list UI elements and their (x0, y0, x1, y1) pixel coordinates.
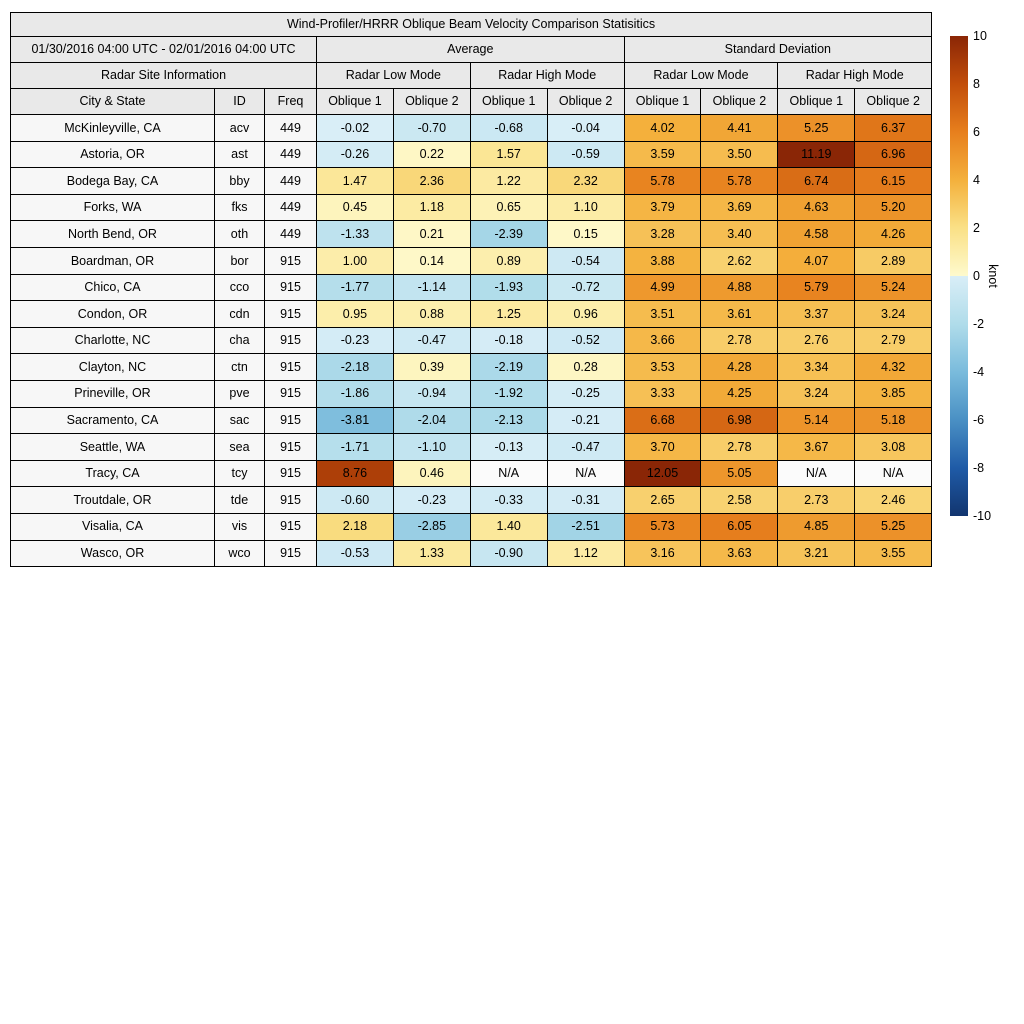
freq-cell: 915 (265, 513, 317, 540)
freq-cell: 915 (265, 487, 317, 514)
value-cell: 3.37 (778, 301, 855, 328)
freq-cell: 915 (265, 380, 317, 407)
value-cell: 3.28 (624, 221, 701, 248)
column-header-row (11, 89, 932, 115)
value-cell: -2.18 (317, 354, 394, 381)
value-cell: 5.79 (778, 274, 855, 301)
value-cell: -1.77 (317, 274, 394, 301)
value-cell: -3.81 (317, 407, 394, 434)
value-cell: -0.60 (317, 487, 394, 514)
value-cell: 0.96 (547, 301, 624, 328)
value-cell: 2.65 (624, 487, 701, 514)
freq-cell: 915 (265, 274, 317, 301)
freq-cell: 915 (265, 434, 317, 461)
value-cell: -0.53 (317, 540, 394, 567)
value-cell: -2.04 (393, 407, 470, 434)
value-cell: 5.25 (855, 513, 932, 540)
value-cell: 3.51 (624, 301, 701, 328)
value-cell: 0.39 (393, 354, 470, 381)
table-row (11, 168, 932, 195)
value-cell: 3.61 (701, 301, 778, 328)
value-cell: 3.24 (855, 301, 932, 328)
value-cell: 4.88 (701, 274, 778, 301)
site-info-header: Radar Site Information (11, 63, 317, 89)
mode-header-std-low: Radar Low Mode (624, 63, 778, 89)
value-cell: -0.47 (393, 327, 470, 354)
value-cell: -1.93 (470, 274, 547, 301)
group-header-row (11, 37, 932, 63)
value-cell: 4.07 (778, 247, 855, 274)
value-cell: 5.25 (778, 115, 855, 142)
id-cell: oth (215, 221, 265, 248)
value-cell: 2.76 (778, 327, 855, 354)
group-header-stddev: Standard Deviation (624, 37, 932, 63)
value-cell: 1.22 (470, 168, 547, 195)
city-cell: Charlotte, NC (11, 327, 215, 354)
value-cell: -0.23 (317, 327, 394, 354)
id-cell: wco (215, 540, 265, 567)
value-cell: -0.31 (547, 487, 624, 514)
value-cell: 6.74 (778, 168, 855, 195)
value-cell: 5.78 (624, 168, 701, 195)
city-cell: North Bend, OR (11, 221, 215, 248)
value-cell: 1.33 (393, 540, 470, 567)
table-row (11, 194, 932, 221)
value-cell: -0.68 (470, 115, 547, 142)
freq-cell: 449 (265, 194, 317, 221)
value-cell: 3.85 (855, 380, 932, 407)
id-cell: sac (215, 407, 265, 434)
value-cell: 2.32 (547, 168, 624, 195)
value-cell: -0.33 (470, 487, 547, 514)
freq-cell: 449 (265, 221, 317, 248)
value-cell: 4.99 (624, 274, 701, 301)
value-cell: 3.66 (624, 327, 701, 354)
freq-cell: 449 (265, 168, 317, 195)
value-cell: 2.79 (855, 327, 932, 354)
colorbar-tick-label: -4 (973, 364, 985, 379)
table-row (11, 327, 932, 354)
col-header-oblique2: Oblique 2 (393, 89, 470, 115)
table-row (11, 380, 932, 407)
mode-header-avg-low: Radar Low Mode (317, 63, 471, 89)
city-cell: McKinleyville, CA (11, 115, 215, 142)
id-cell: tcy (215, 460, 265, 487)
value-cell: -2.85 (393, 513, 470, 540)
value-cell: -0.04 (547, 115, 624, 142)
value-cell: 2.62 (701, 247, 778, 274)
value-cell: -0.59 (547, 141, 624, 168)
col-header-oblique1: Oblique 1 (624, 89, 701, 115)
value-cell: 4.58 (778, 221, 855, 248)
date-range: 01/30/2016 04:00 UTC - 02/01/2016 04:00 UTC (11, 37, 317, 63)
value-cell: 0.89 (470, 247, 547, 274)
table-body (11, 115, 932, 567)
value-cell: 1.12 (547, 540, 624, 567)
id-cell: cco (215, 274, 265, 301)
colorbar-tick-label: 2 (973, 220, 980, 235)
id-cell: ctn (215, 354, 265, 381)
id-cell: bby (215, 168, 265, 195)
value-cell: 2.78 (701, 327, 778, 354)
freq-cell: 915 (265, 354, 317, 381)
value-cell: -1.86 (317, 380, 394, 407)
id-cell: acv (215, 115, 265, 142)
table-row (11, 274, 932, 301)
value-cell: 5.78 (701, 168, 778, 195)
col-header-oblique1: Oblique 1 (470, 89, 547, 115)
value-cell: 3.63 (701, 540, 778, 567)
value-cell: 6.37 (855, 115, 932, 142)
value-cell: 0.46 (393, 460, 470, 487)
id-cell: vis (215, 513, 265, 540)
value-cell: 0.28 (547, 354, 624, 381)
colorbar-unit-label: knot (986, 264, 1000, 288)
colorbar-tick-label: 6 (973, 124, 980, 139)
value-cell: 3.79 (624, 194, 701, 221)
city-cell: Chico, CA (11, 274, 215, 301)
value-cell: 3.16 (624, 540, 701, 567)
value-cell: -0.70 (393, 115, 470, 142)
value-cell: 1.18 (393, 194, 470, 221)
value-cell: 1.00 (317, 247, 394, 274)
id-cell: tde (215, 487, 265, 514)
value-cell: 8.76 (317, 460, 394, 487)
id-cell: bor (215, 247, 265, 274)
freq-cell: 915 (265, 407, 317, 434)
value-cell: 4.32 (855, 354, 932, 381)
mode-header-avg-high: Radar High Mode (470, 63, 624, 89)
value-cell: 4.85 (778, 513, 855, 540)
value-cell: 3.40 (701, 221, 778, 248)
value-cell: 1.57 (470, 141, 547, 168)
table-row (11, 354, 932, 381)
id-cell: ast (215, 141, 265, 168)
city-cell: Seattle, WA (11, 434, 215, 461)
value-cell: -0.13 (470, 434, 547, 461)
table-row (11, 247, 932, 274)
value-cell: 4.25 (701, 380, 778, 407)
value-cell: -0.18 (470, 327, 547, 354)
value-cell: 3.70 (624, 434, 701, 461)
value-cell: -0.02 (317, 115, 394, 142)
value-cell: 3.50 (701, 141, 778, 168)
value-cell: 3.67 (778, 434, 855, 461)
value-cell: 2.46 (855, 487, 932, 514)
statistics-table (10, 12, 932, 567)
city-cell: Wasco, OR (11, 540, 215, 567)
id-cell: pve (215, 380, 265, 407)
value-cell: 3.34 (778, 354, 855, 381)
freq-cell: 915 (265, 540, 317, 567)
value-cell: -0.54 (547, 247, 624, 274)
value-cell: 3.24 (778, 380, 855, 407)
value-cell: -2.19 (470, 354, 547, 381)
value-cell: 1.40 (470, 513, 547, 540)
freq-cell: 449 (265, 141, 317, 168)
value-cell: -1.33 (317, 221, 394, 248)
value-cell: 1.47 (317, 168, 394, 195)
value-cell: 5.73 (624, 513, 701, 540)
value-cell: -2.39 (470, 221, 547, 248)
value-cell: 0.65 (470, 194, 547, 221)
table-row (11, 513, 932, 540)
city-cell: Astoria, OR (11, 141, 215, 168)
value-cell: 6.05 (701, 513, 778, 540)
value-cell: 3.55 (855, 540, 932, 567)
value-cell: 6.98 (701, 407, 778, 434)
value-cell: 4.28 (701, 354, 778, 381)
value-cell: 0.21 (393, 221, 470, 248)
city-cell: Clayton, NC (11, 354, 215, 381)
col-header-oblique2: Oblique 2 (855, 89, 932, 115)
value-cell: 4.41 (701, 115, 778, 142)
value-cell: 5.14 (778, 407, 855, 434)
id-cell: fks (215, 194, 265, 221)
value-cell: 0.15 (547, 221, 624, 248)
table-header (11, 13, 932, 115)
col-header-oblique2: Oblique 2 (701, 89, 778, 115)
col-header-oblique1: Oblique 1 (778, 89, 855, 115)
value-cell: 3.08 (855, 434, 932, 461)
colorbar-tick-label: -8 (973, 460, 985, 475)
value-cell: 3.69 (701, 194, 778, 221)
city-cell: Forks, WA (11, 194, 215, 221)
city-cell: Condon, OR (11, 301, 215, 328)
value-cell: 6.15 (855, 168, 932, 195)
value-cell: -0.94 (393, 380, 470, 407)
value-cell: 3.53 (624, 354, 701, 381)
colorbar-gradient (950, 36, 968, 516)
table-title: Wind-Profiler/HRRR Oblique Beam Velocity Comparison Statisitics (11, 13, 932, 37)
value-cell: 12.05 (624, 460, 701, 487)
value-cell: 2.58 (701, 487, 778, 514)
value-cell: -0.26 (317, 141, 394, 168)
value-cell: -0.90 (470, 540, 547, 567)
value-cell: 2.78 (701, 434, 778, 461)
table-row (11, 221, 932, 248)
freq-cell: 915 (265, 460, 317, 487)
value-cell: 0.45 (317, 194, 394, 221)
city-cell: Visalia, CA (11, 513, 215, 540)
value-cell: 0.22 (393, 141, 470, 168)
table-row (11, 407, 932, 434)
value-cell: 0.14 (393, 247, 470, 274)
value-cell: 5.18 (855, 407, 932, 434)
value-cell: -1.10 (393, 434, 470, 461)
col-header-city: City & State (11, 89, 215, 115)
value-cell: -0.47 (547, 434, 624, 461)
table-row (11, 487, 932, 514)
value-cell: -1.14 (393, 274, 470, 301)
col-header-oblique1: Oblique 1 (317, 89, 394, 115)
freq-cell: 915 (265, 247, 317, 274)
table-row (11, 540, 932, 567)
freq-cell: 915 (265, 327, 317, 354)
value-cell: 0.88 (393, 301, 470, 328)
value-cell: 4.26 (855, 221, 932, 248)
value-cell: 0.95 (317, 301, 394, 328)
value-cell: -1.92 (470, 380, 547, 407)
colorbar (950, 28, 1024, 523)
city-cell: Prineville, OR (11, 380, 215, 407)
colorbar-tick-label: 10 (973, 28, 987, 43)
value-cell: N/A (778, 460, 855, 487)
value-cell: -2.13 (470, 407, 547, 434)
value-cell: -1.71 (317, 434, 394, 461)
value-cell: 4.63 (778, 194, 855, 221)
table-row (11, 434, 932, 461)
value-cell: 2.36 (393, 168, 470, 195)
table-row (11, 460, 932, 487)
value-cell: 2.73 (778, 487, 855, 514)
value-cell: 4.02 (624, 115, 701, 142)
value-cell: 5.20 (855, 194, 932, 221)
table-row (11, 141, 932, 168)
colorbar-tick-label: -6 (973, 412, 985, 427)
value-cell: -2.51 (547, 513, 624, 540)
value-cell: 1.25 (470, 301, 547, 328)
colorbar-tick-label: -2 (973, 316, 985, 331)
value-cell: -0.21 (547, 407, 624, 434)
colorbar-tick-label: 0 (973, 268, 980, 283)
table-row (11, 115, 932, 142)
colorbar-tick-label: 4 (973, 172, 980, 187)
value-cell: 11.19 (778, 141, 855, 168)
group-header-average: Average (317, 37, 625, 63)
city-cell: Sacramento, CA (11, 407, 215, 434)
city-cell: Troutdale, OR (11, 487, 215, 514)
value-cell: -0.25 (547, 380, 624, 407)
col-header-id: ID (215, 89, 265, 115)
city-cell: Boardman, OR (11, 247, 215, 274)
value-cell: N/A (470, 460, 547, 487)
table-row (11, 301, 932, 328)
value-cell: 3.88 (624, 247, 701, 274)
value-cell: 2.18 (317, 513, 394, 540)
colorbar-tick-label: 8 (973, 76, 980, 91)
freq-cell: 449 (265, 115, 317, 142)
freq-cell: 915 (265, 301, 317, 328)
value-cell: 1.10 (547, 194, 624, 221)
mode-header-std-high: Radar High Mode (778, 63, 932, 89)
value-cell: 3.21 (778, 540, 855, 567)
value-cell: -0.52 (547, 327, 624, 354)
col-header-freq: Freq (265, 89, 317, 115)
value-cell: N/A (855, 460, 932, 487)
title-row (11, 13, 932, 37)
value-cell: 5.05 (701, 460, 778, 487)
city-cell: Bodega Bay, CA (11, 168, 215, 195)
value-cell: 2.89 (855, 247, 932, 274)
id-cell: sea (215, 434, 265, 461)
value-cell: 3.59 (624, 141, 701, 168)
value-cell: 6.96 (855, 141, 932, 168)
mode-header-row (11, 63, 932, 89)
value-cell: -0.72 (547, 274, 624, 301)
value-cell: -0.23 (393, 487, 470, 514)
value-cell: 3.33 (624, 380, 701, 407)
colorbar-tick-label: -10 (973, 508, 992, 523)
value-cell: 5.24 (855, 274, 932, 301)
value-cell: 6.68 (624, 407, 701, 434)
col-header-oblique2: Oblique 2 (547, 89, 624, 115)
city-cell: Tracy, CA (11, 460, 215, 487)
id-cell: cha (215, 327, 265, 354)
id-cell: cdn (215, 301, 265, 328)
value-cell: N/A (547, 460, 624, 487)
